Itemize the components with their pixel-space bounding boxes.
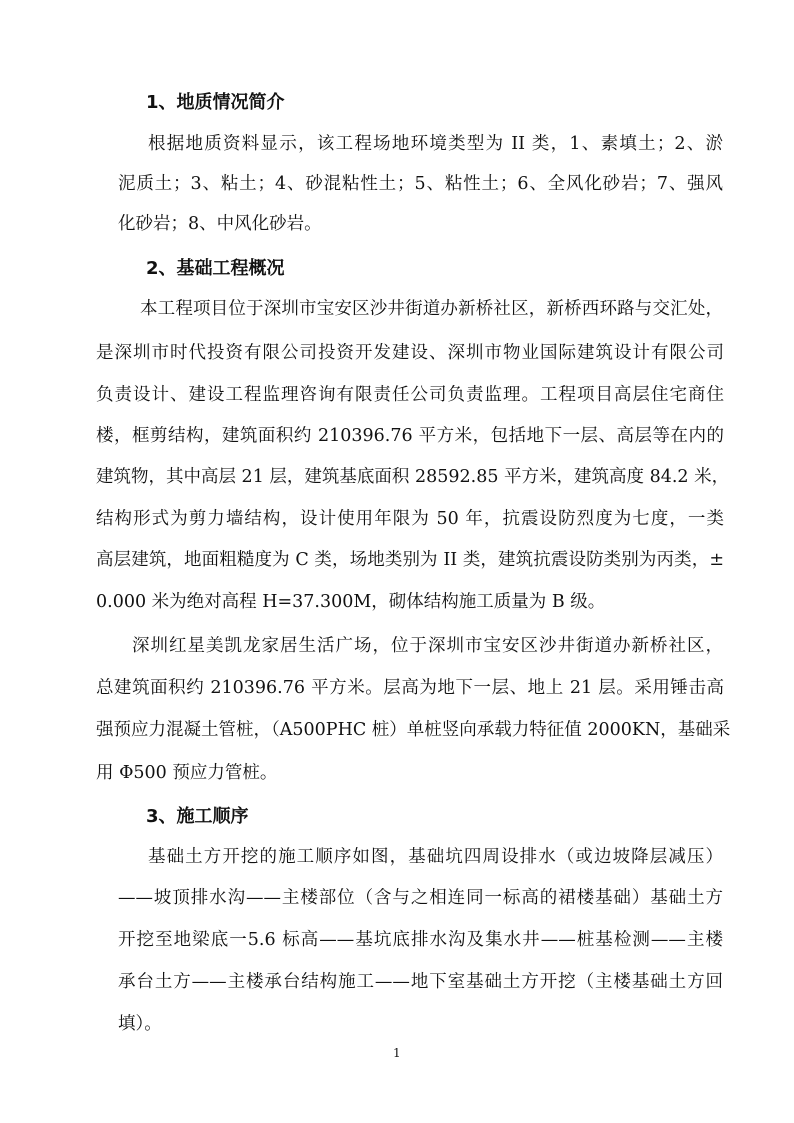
paragraph-line: 填）。 bbox=[118, 1014, 162, 1034]
paragraph-line: 0.000 米为绝对高程 H=37.300M，砌体结构施工质量为 B 级。 bbox=[96, 592, 606, 612]
paragraph-line: 结构形式为剪力墙结构，设计使用年限为 50 年，抗震设防烈度为七度，一类 bbox=[96, 509, 724, 529]
section-heading-construction-sequence: 3、施工顺序 bbox=[146, 806, 249, 827]
section-heading-geology: 1、地质情况简介 bbox=[146, 92, 285, 113]
paragraph-line: 用 Φ500 预应力管桩。 bbox=[96, 763, 278, 783]
paragraph-line: 强预应力混凝土管桩，（A500PHC 桩）单桩竖向承载力特征值 2000KN，基础采 bbox=[96, 720, 731, 740]
paragraph-line: 泥质土；3、粘土；4、砂混粘性土；5、粘性土；6、全风化砂岩；7、强风 bbox=[118, 174, 723, 194]
section-heading-foundation: 2、基础工程概况 bbox=[146, 258, 285, 279]
paragraph-line: 本工程项目位于深圳市宝安区沙井街道办新桥社区，新桥西环路与交汇处， bbox=[140, 299, 723, 319]
paragraph-line: 楼，框剪结构，建筑面积约 210396.76 平方米，包括地下一层、高层等在内的 bbox=[96, 426, 724, 446]
paragraph-line: 建筑物，其中高层 21 层，建筑基底面积 28592.85 平方米，建筑高度 84.2 米， bbox=[96, 467, 730, 487]
page-number: 1 bbox=[393, 1046, 401, 1060]
paragraph-line: 负责设计、建设工程监理咨询有限责任公司负责监理。工程项目高层住宅商住 bbox=[96, 385, 724, 405]
paragraph-line: 基础土方开挖的施工顺序如图，基础坑四周设排水（或边坡降层减压） bbox=[148, 847, 723, 867]
paragraph-line: 承台土方——主楼承台结构施工——地下室基础土方开挖（主楼基础土方回 bbox=[118, 972, 723, 992]
paragraph-line: 深圳红星美凯龙家居生活广场，位于深圳市宝安区沙井街道办新桥社区， bbox=[132, 636, 723, 656]
paragraph-line: 总建筑面积约 210396.76 平方米。层高为地下一层、地上 21 层。采用锤击高 bbox=[96, 678, 724, 698]
paragraph-line: 开挖至地梁底一5.6 标高——基坑底排水沟及集水井——桩基检测——主楼 bbox=[118, 930, 723, 950]
paragraph-line: 高层建筑，地面粗糙度为 C 类，场地类别为 II 类，建筑抗震设防类别为丙类，± bbox=[96, 550, 724, 570]
paragraph-line: ——坡顶排水沟——主楼部位（含与之相连同一标高的裙楼基础）基础土方 bbox=[118, 888, 723, 908]
paragraph-line: 是深圳市时代投资有限公司投资开发建设、深圳市物业国际建筑设计有限公司 bbox=[96, 343, 724, 363]
paragraph-line: 化砂岩；8、中风化砂岩。 bbox=[118, 214, 322, 234]
paragraph-line: 根据地质资料显示，该工程场地环境类型为 II 类，1、素填土；2、淤 bbox=[148, 134, 723, 154]
